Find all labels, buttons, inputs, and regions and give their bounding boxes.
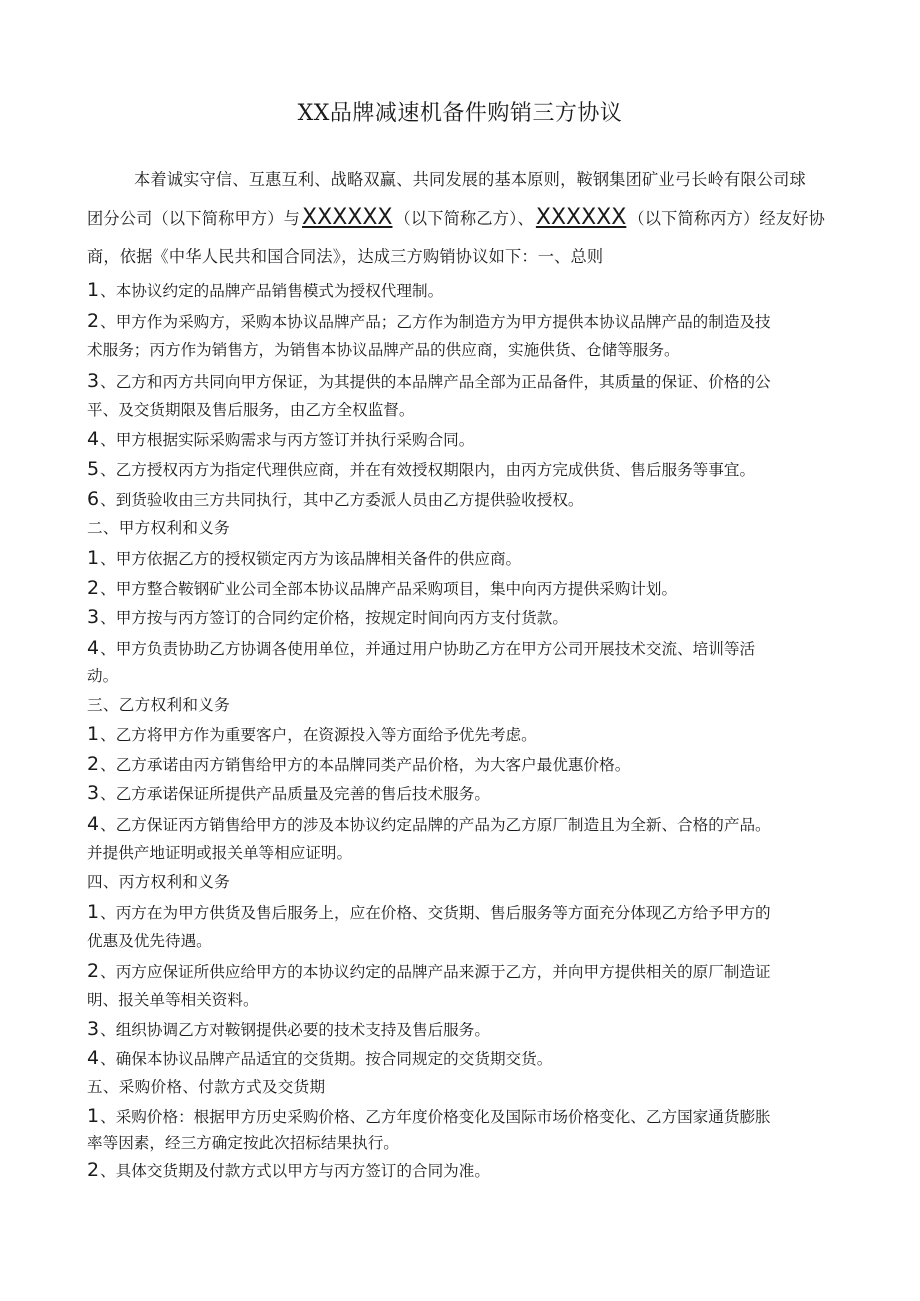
clause-1-5: 5、乙方授权丙方为指定代理供应商，并在有效授权期限内，由丙方完成供货、售后服务等事宜。: [87, 458, 756, 480]
party-c-placeholder: XXXXXX: [535, 205, 627, 230]
clause-1-6: 6、到货验收由三方共同执行，其中乙方委派人员由乙方提供验收授权。: [87, 488, 584, 510]
intro-line-2c: （以下简称丙方）经友好协: [628, 209, 825, 228]
clause-3-3: 3、乙方承诺保证所提供产品质量及完善的售后技术服务。: [87, 782, 490, 804]
clause-1-2-cont: 术服务；丙方作为销售方，为销售本协议品牌产品的供应商，实施供货、仓储等服务。: [87, 341, 680, 359]
clause-5-1-cont: 率等因素，经三方确定按此次招标结果执行。: [87, 1134, 399, 1152]
clause-1-3-cont: 平、及交货期限及售后服务，由乙方全权监督。: [87, 401, 415, 419]
clause-3-2: 2、乙方承诺由丙方销售给甲方的本品牌同类产品价格，为大客户最优惠价格。: [87, 753, 631, 775]
intro-line-2b: （以下简称乙方）、: [394, 209, 534, 228]
clause-2-2: 2、甲方整合鞍钢矿业公司全部本协议品牌产品采购项目，集中向丙方提供采购计划。: [87, 577, 678, 599]
clause-2-4-cont: 动。: [87, 667, 119, 685]
clause-4-3: 3、组织协调乙方对鞍钢提供必要的技术支持及售后服务。: [87, 1018, 490, 1040]
clause-3-4-cont: 并提供产地证明或报关单等相应证明。: [87, 844, 353, 862]
intro-line-2a: 团分公司（以下简称甲方）与: [87, 209, 301, 228]
clause-4-2-cont: 明、报关单等相关资料。: [87, 991, 259, 1009]
intro-line-1: 本着诚实守信、互惠互利、战略双赢、共同发展的基本原则，鞍钢集团矿业弓长岭有限公司球: [134, 170, 806, 189]
clause-4-1: 1、丙方在为甲方供货及售后服务上，应在价格、交货期、售后服务等方面充分体现乙方给予甲方的: [87, 901, 771, 923]
clause-4-4: 4、确保本协议品牌产品适宜的交货期。按合同规定的交货期交货。: [87, 1047, 553, 1069]
clause-5-1: 1、采购价格：根据甲方历史采购价格、乙方年度价格变化及国际市场价格变化、乙方国家通货膨胀: [87, 1105, 771, 1127]
intro-line-2: [87, 203, 825, 233]
clause-2-3: 3、甲方按与丙方签订的合同约定价格，按规定时间向丙方支付货款。: [87, 606, 568, 628]
clause-2-4: 4、甲方负责协助乙方协调各使用单位，并通过用户协助乙方在甲方公司开展技术交流、培训等活: [87, 637, 756, 659]
clause-5-2: 2、具体交货期及付款方式以甲方与丙方签订的合同为准。: [87, 1159, 490, 1181]
clause-2-1: 1、甲方依据乙方的授权锁定丙方为该品牌相关备件的供应商。: [87, 547, 522, 569]
clause-1-2: 2、甲方作为采购方，采购本协议品牌产品；乙方作为制造方为甲方提供本协议品牌产品的制造及技: [87, 310, 771, 332]
clause-1-4: 4、甲方根据实际采购需求与丙方签订并执行采购合同。: [87, 428, 475, 450]
clause-1-3: 3、乙方和丙方共同向甲方保证，为其提供的本品牌产品全部为正品备件，其质量的保证、价格的公: [87, 370, 771, 392]
section-3-heading: 三、乙方权利和义务: [87, 696, 231, 714]
clause-4-2: 2、丙方应保证所供应给甲方的本协议约定的品牌产品来源于乙方，并向甲方提供相关的原厂制造证: [87, 960, 771, 982]
clause-3-4: 4、乙方保证丙方销售给甲方的涉及本协议约定品牌的产品为乙方原厂制造且为全新、合格的产品。: [87, 813, 771, 835]
section-5-heading: 五、采购价格、付款方式及交货期: [87, 1078, 326, 1096]
intro-line-3: 商，依据《中华人民共和国合同法》，达成三方购销协议如下：一、总则: [87, 247, 604, 266]
section-2-heading: 二、甲方权利和义务: [87, 519, 231, 537]
clause-3-1: 1、乙方将甲方作为重要客户，在资源投入等方面给予优先考虑。: [87, 723, 537, 745]
party-b-placeholder: XXXXXX: [302, 205, 393, 230]
document-title: XX品牌减速机备件购销三方协议: [297, 101, 623, 126]
clause-1-1: 1、本协议约定的品牌产品销售模式为授权代理制。: [87, 279, 444, 301]
section-4-heading: 四、丙方权利和义务: [87, 873, 231, 891]
clause-4-1-cont: 优惠及优先待遇。: [87, 932, 212, 950]
